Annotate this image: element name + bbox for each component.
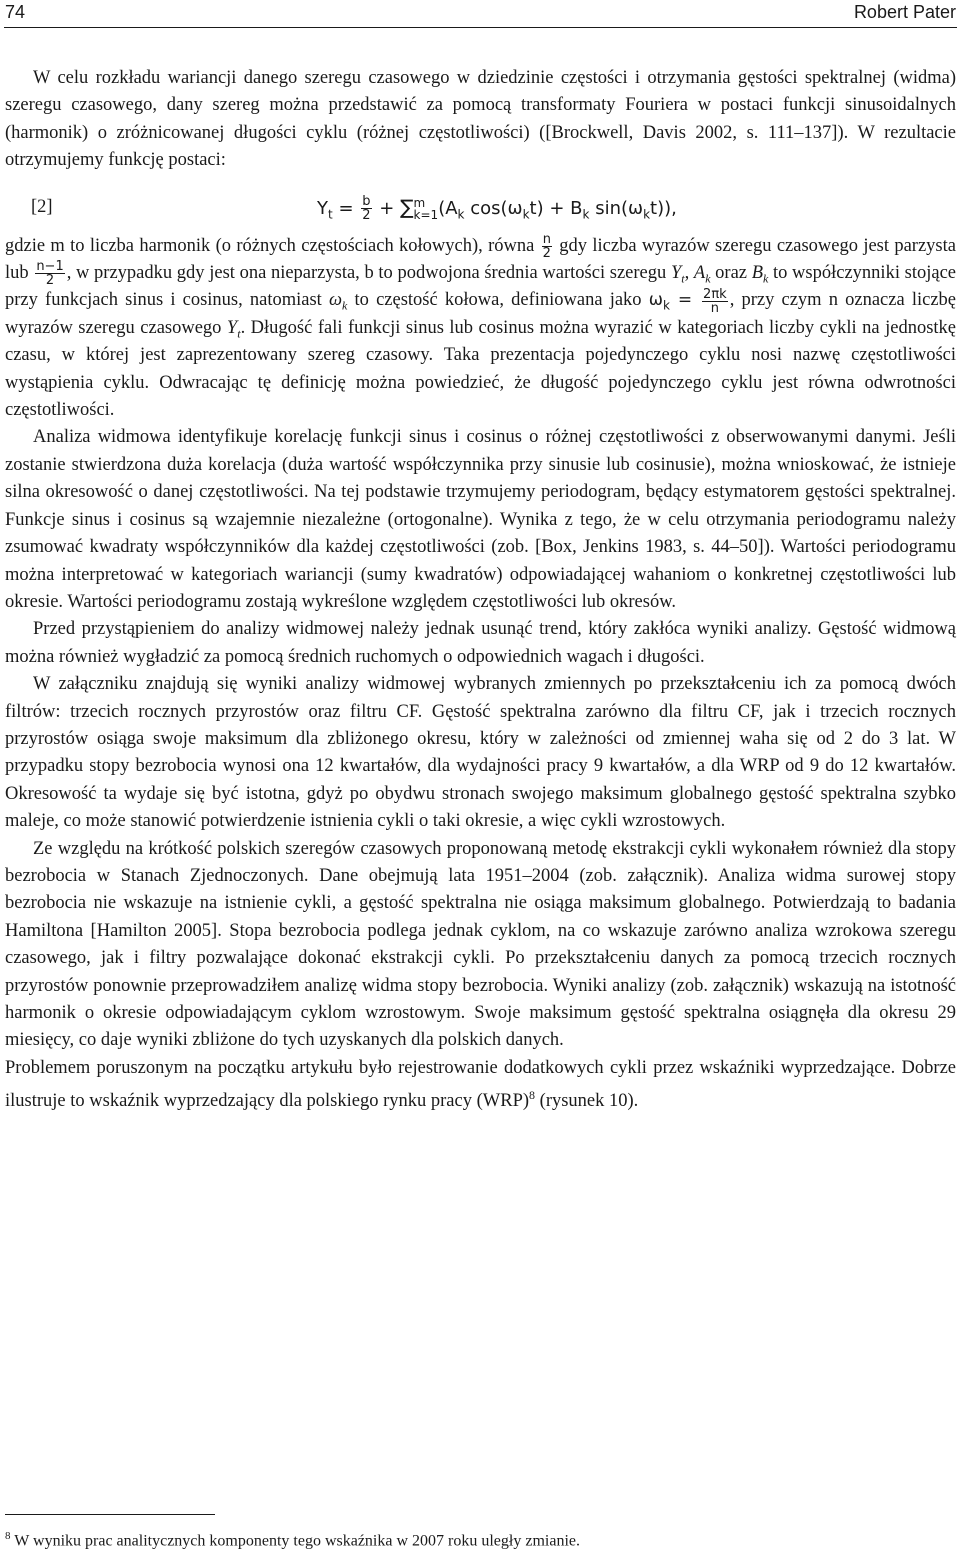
formula-a-sub: k: [457, 207, 465, 222]
symbol-b-sub: k: [763, 271, 769, 286]
paragraph-5: W załączniku znajdują się wyniki analizy widmowej wybranych zmiennych po przekształceniu ich za pomocą dwóch filtrów: trzecich rocznych przyrostów oraz filtru CF. Gęstość spektralna zarówno dla filtru CF, jak i trzecich rocznych przyrostów osiąga swoje maksimum dla zbliżonego okresu, który w zależności od zmiennej waha się od 2 do 3 lat. W przypadku stopy bezrobocia wynosi ona 12 kwartałów, dla wydajności pracy 9 kwartałów, a dla WRP od 9 do 12 kwartałów. Okresowość ta wydaje się być istotna, gdyż po obydwu stronach swojego maksimum globalnego gęstość spektralna szybko maleje, co może stanowić potwierdzenie istnienia cykli o taki okresie, a więc cykli wzrostowych.: [5, 674, 956, 832]
formula-omega-sub: k: [662, 299, 670, 314]
p7-tail: (rysunek 10).: [535, 1091, 639, 1112]
footnote-text: W wyniku prac analitycznych komponenty tego wskaźnika w 2007 roku uległy zmianie.: [10, 1532, 580, 1550]
formula-expression: [317, 194, 677, 223]
symbol-b: B: [751, 263, 763, 284]
formula-eq: =: [332, 197, 360, 219]
formula-omega-sub-2: k: [643, 207, 651, 222]
formula-eq-2: =: [669, 290, 701, 311]
p7-text: Problemem poruszonym na początku artykułu było rejestrowanie dodatkowych cykli przez wskaźniki wyprzedzające. Dobrze ilustruje to wskaźnik wyprzedzający dla polskiego rynku pracy (WRP): [5, 1057, 956, 1112]
fraction-n-over-2: [542, 233, 552, 260]
formula-cos: cos(ω: [464, 197, 523, 219]
symbol-a-sub: k: [705, 271, 711, 286]
footnote-mark: 8: [5, 1530, 11, 1542]
frac-numerator: n: [542, 231, 551, 247]
formula-lhs-sub: t: [328, 207, 333, 222]
formula-plus: +: [373, 197, 401, 219]
author-name: Robert Pater: [853, 2, 956, 22]
frac-numerator: 2πk: [703, 286, 727, 302]
p2-text-5: oraz: [710, 263, 752, 284]
sum-symbol: ∑: [400, 194, 414, 219]
sum-upper: m: [413, 195, 426, 210]
formula-number: [2]: [31, 196, 53, 217]
p2-text-9: . Długość fali funkcji sinus lub cosinus można wyrazić w kategoriach liczby cykli na jednostkę czasu, w której jest zaprezentowany szereg czasowy. Taka prezentacja pojedynczego cyklu nosi nazwę częstotliwości wystąpienia cyklu. Odwracając tę definicję można powiedzieć, że długość pojedynczego cyklu jest równa odwrotności częstotliwości.: [5, 317, 956, 421]
frac-numerator: n−1: [36, 259, 64, 275]
p2-text-8: , przy czym n oznacza liczbę wyrazów szeregu czasowego: [5, 290, 956, 338]
sum-limits: [414, 197, 439, 221]
footnote-8: [5, 1526, 580, 1551]
frac-numerator: b: [362, 194, 371, 210]
page-number: 74: [5, 2, 26, 22]
paragraph-4: Przed przystąpieniem do analizy widmowej należy jednak usunąć trend, który zakłóca wyniki analizy. Gęstość widmową można również wygładzić za pomocą średnich ruchomych o odpowiednich wagach i długości.: [5, 619, 956, 667]
symbol-y: Y: [670, 263, 682, 284]
header-rule: [4, 27, 957, 28]
paragraph-1: W celu rozkładu wariancji danego szeregu czasowego w dziedzinie częstości i otrzymania gęstości spektralnej (widma) szeregu czasowego, dany szereg można przedstawić za pomocą transformaty Fouriera w postaci funkcji sinusoidalnych (harmonik) o zróżnicowanej długości cyklu (różnej częstotliwości) ([Brockwell, Davis 2002, s. 111–137]). W rezultacie otrzymujemy funkcję postaci:: [5, 68, 956, 171]
formula-end: t)),: [650, 197, 677, 219]
formula-omega-sub-1: k: [522, 207, 530, 222]
p2-text-1: gdzie m to liczba harmonik (o różnych częstościach kołowych), równa: [5, 235, 540, 256]
fraction-2pik-over-n: [702, 288, 728, 315]
symbol-omega: ω: [328, 290, 343, 311]
formula-mid: t) + B: [529, 197, 583, 219]
symbol-a: A: [693, 263, 706, 284]
paragraph-3: Analiza widmowa identyfikuje korelację funkcji sinus i cosinus o różnej częstotliwości z obserwowanymi danymi. Jeśli zostanie stwierdzona duża korelacja (duża wartość współczynnika przy sinusie lub cosinusie), można wnioskować, że istnieje silna okresowość o danej częstotliwości. Na tej podstawie trzymujemy periodogram, będący estymatorem gęstości spektralnej. Funkcje sinus i cosinus są wzajemnie niezależne (ortogonalne). Wynika z tego, że w celu otrzymania periodogramu należy zsumować kwadraty współczynników dla każdej częstotliwości (zob. [Box, Jenkins 1983, s. 44–50]). Wartości periodogramu można interpretować w kategoriach wariancji (sumy kwadratów) odpowiadającej wahaniom o konkretnej częstotliwości lub okresie. Wartości periodogramu zostają wykreślone względem częstotliwości lub okresów.: [5, 427, 956, 612]
footnote-rule: [5, 1514, 215, 1515]
formula-lhs: Y: [317, 197, 328, 219]
formula-a-open: (A: [438, 197, 458, 219]
paragraph-6: Ze względu na krótkość polskich szeregów czasowych proponowaną metodę ekstrakcji cykli wykonałem również dla stopy bezrobocia w Stanach Zjednoczonych. Dane obejmują lata 1951–2004 (zob. załącznik). Analiza widma surowej stopy bezrobocia nie wskazuje na istnienie cykli, a gęstość spektralna nie osiąga maksimum globalnego. Potwierdzają to badania Hamiltona [Hamilton 2005]. Stopa bezrobocia podlega jednak cyklom, na co wskazuje zarówno analiza wzrokowa szeregu czasowego, jak i filtry pozwalające dokonać ekstrakcji cykli. Po przekształceniu danych za pomocą trzecich rocznych przyrostów ponownie przeprowadziłem analizę widma stopy bezrobocia. Wyniki analizy (zob. załącznik) wskazują na istotność harmonik o okresie odpowiadającym cyklom wzrostowym. Swoje maksimum gęstość spektralna osiągnęła dla okresu 29 miesięcy, co daje wyniki zbliżone do tych uzyskanych dla polskich danych.: [5, 838, 956, 1051]
body-text: [5, 65, 956, 1116]
fraction-b-over-2: [361, 195, 371, 222]
symbol-y-2-sub: t: [237, 326, 241, 341]
paragraph-2: [5, 233, 956, 425]
frac-denominator: 2: [542, 245, 551, 261]
p2-text-2: gdy liczba wyrazów szeregu czasowego jest parzysta lub: [5, 235, 956, 284]
footnote-reference[interactable]: 8: [529, 1088, 536, 1103]
symbol-y-sub: t: [681, 271, 685, 286]
frac-denominator: n: [710, 300, 719, 316]
sum-lower: k=1: [413, 207, 439, 222]
frac-denominator: 2: [45, 273, 55, 289]
formula-2: [5, 175, 956, 233]
running-header: [5, 0, 956, 26]
fraction-n-minus-1-over-2: [35, 260, 64, 287]
symbol-y-2: Y: [226, 317, 238, 338]
formula-omega: ω: [648, 290, 663, 311]
p2-text-3: , w przypadku gdy jest ona nieparzysta, b to podwojona średnia wartości szeregu: [66, 263, 671, 284]
formula-b-sub: k: [582, 207, 590, 222]
formula-sin: sin(ω: [589, 197, 644, 219]
frac-denominator: 2: [362, 208, 371, 224]
paragraph-7: [5, 1055, 956, 1116]
p2-text-7: to częstość kołowa, definiowana jako: [347, 290, 649, 311]
p2-text-4: ,: [684, 263, 694, 284]
symbol-omega-sub: k: [342, 299, 348, 314]
p2-text-6: to współczynniki stojące przy funkcjach sinus i cosinus, natomiast: [5, 263, 956, 311]
